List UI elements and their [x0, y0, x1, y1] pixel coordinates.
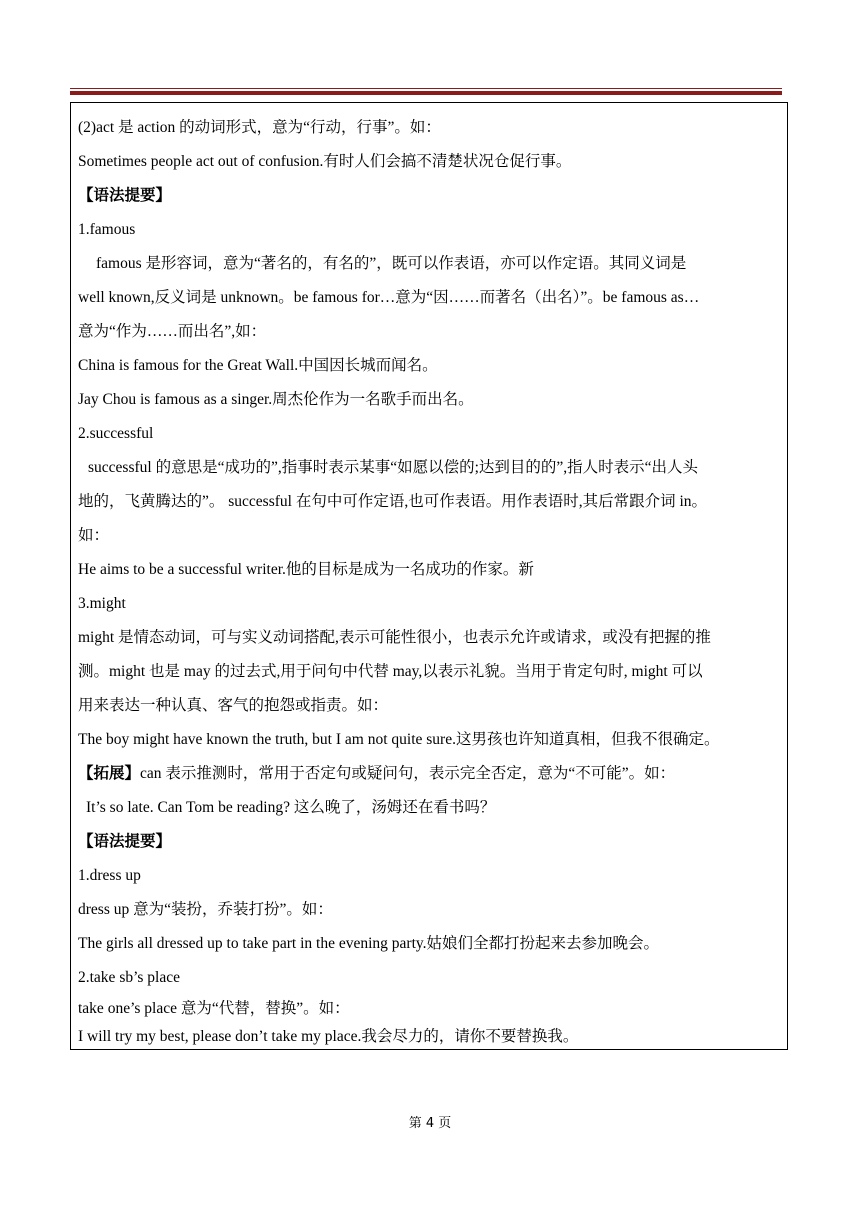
text-line: might 是情态动词，可与实义动词搭配,表示可能性很小，也表示允许或请求，或没有把握的推 [78, 629, 711, 646]
example-sentence: Jay Chou is famous as a singer.周杰伦作为一名歌手而出名。 [78, 391, 474, 408]
page-number: 4 [425, 1116, 435, 1131]
item-heading: 1.famous [78, 221, 136, 238]
text-line: 如： [78, 527, 110, 544]
text-line: 测。might 也是 may 的过去式,用于问句中代替 may,以表示礼貌。当用于肯定句时, might 可以 [78, 663, 703, 680]
text-line: 地的，飞黄腾达的”。 successful 在句中可作定语,也可作表语。用作表语时,其后常跟介词 in。 [78, 493, 708, 510]
text-line: famous 是形容词，意为“著名的，有名的”，既可以作表语，亦可以作定语。其同义词是 [96, 255, 687, 272]
text-line: successful 的意思是“成功的”,指事时表示某事“如愿以偿的;达到目的的”,指人时表示“出人头 [88, 459, 699, 476]
header-rule-thick [70, 91, 782, 95]
example-sentence: The boy might have known the truth, but I am not quite sure.这男孩也许知道真相，但我不很确定。 [78, 731, 720, 748]
footer-prefix: 第 [408, 1116, 422, 1131]
section-heading: 【语法提要】 [78, 187, 172, 204]
footer-suffix: 页 [438, 1116, 452, 1131]
content-box [70, 102, 788, 1050]
example-sentence: I will try my best, please don’t take my place.我会尽力的，请你不要替换我。 [78, 1028, 579, 1045]
section-heading: 【语法提要】 [78, 833, 172, 850]
example-sentence: It’s so late. Can Tom be reading? 这么晚了，汤姆还在看书吗？ [86, 799, 496, 816]
text-line: 用来表达一种认真、客气的抱怨或指责。如： [78, 697, 389, 714]
text-line: dress up 意为“装扮，乔装打扮”。如： [78, 901, 333, 918]
item-heading: 2.successful [78, 425, 154, 442]
example-sentence: The girls all dressed up to take part in the evening party.姑娘们全都打扮起来去参加晚会。 [78, 935, 660, 952]
example-sentence: He aims to be a successful writer.他的目标是成为一名成功的作家。新 [78, 561, 534, 578]
text-line: take one’s place 意为“代替，替换”。如： [78, 1000, 350, 1017]
extension-text: can 表示推测时，常用于否定句或疑问句，表示完全否定，意为“不可能”。如： [140, 765, 676, 782]
page-footer [0, 1112, 860, 1131]
item-heading: 3.might [78, 595, 126, 612]
example-sentence: China is famous for the Great Wall.中国因长城而闻名。 [78, 357, 438, 374]
text-line: 意为“作为……而出名”,如： [78, 323, 267, 340]
item-heading: 1.dress up [78, 867, 141, 884]
extension-line [78, 757, 781, 791]
header-rule-thin [70, 88, 782, 89]
header-rule [70, 88, 782, 95]
text-line: Sometimes people act out of confusion.有时人们会搞不清楚状况仓促行事。 [78, 153, 572, 170]
text-line: (2)act 是 action 的动词形式，意为“行动，行事”。如： [78, 119, 441, 136]
item-heading: 2.take sb’s place [78, 969, 181, 986]
extension-label: 【拓展】 [78, 765, 141, 782]
text-line: well known,反义词是 unknown。be famous for…意为“因……而著名（出名）”。be famous as… [78, 289, 700, 306]
